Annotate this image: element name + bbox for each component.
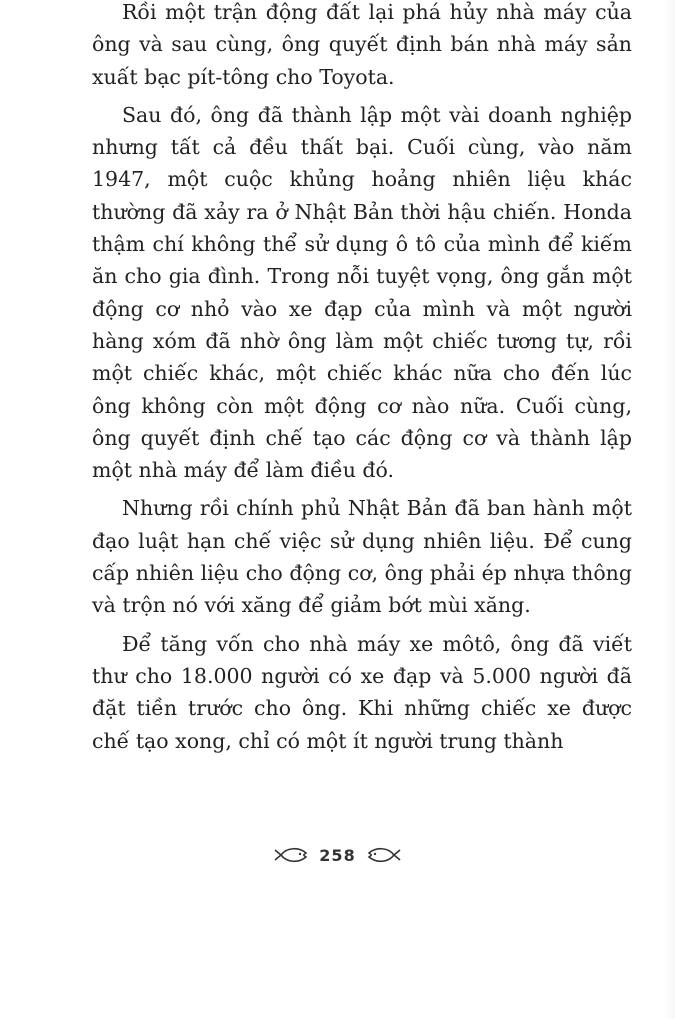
paragraph-3: Nhưng rồi chính phủ Nhật Bản đã ban hành một đạo luật hạn chế việc sử dụng nhiên liệu. Để cung cấp nhiên liệu cho động cơ, ông phải ép nhựa thông và trộn nó với xăng để giảm bớt mùi xăng. xyxy=(92,496,632,618)
fish-ornament-right-icon xyxy=(366,846,402,864)
page-footer xyxy=(0,840,675,870)
paragraph-4: Để tăng vốn cho nhà máy xe môtô, ông đã viết thư cho 18.000 người có xe đạp và 5.000 người đã đặt tiền trước cho ông. Khi những chiếc xe được chế tạo xong, chỉ có một ít người trung thành xyxy=(92,631,632,753)
body-text xyxy=(92,0,632,757)
fish-ornament-left-icon xyxy=(273,846,309,864)
paragraph-2: Sau đó, ông đã thành lập một vài doanh nghiệp nhưng tất cả đều thất bại. Cuối cùng, vào năm 1947, một cuộc khủng hoảng nhiên liệu khác thường đã xảy ra ở Nhật Bản thời hậu chiến. Honda thậm chí không thể sử dụng ô tô của mình để kiếm ăn cho gia đình. Trong nỗi tuyệt vọng, ông gắn một động cơ nhỏ vào xe đạp của mình và một người hàng xóm đã nhờ ông làm một chiếc tương tự, rồi một chiếc khác, một chiếc khác nữa cho đến lúc ông không còn một động cơ nào nữa. Cuối cùng, ông quyết định chế tạo các động cơ và thành lập một nhà máy để làm điều đó. xyxy=(92,102,632,483)
paragraph-1: Rồi một trận động đất lại phá hủy nhà máy của ông và sau cùng, ông quyết định bán nhà máy sản xuất bạc pít-tông cho Toyota. xyxy=(92,0,632,89)
page-number: 258 xyxy=(319,845,356,865)
